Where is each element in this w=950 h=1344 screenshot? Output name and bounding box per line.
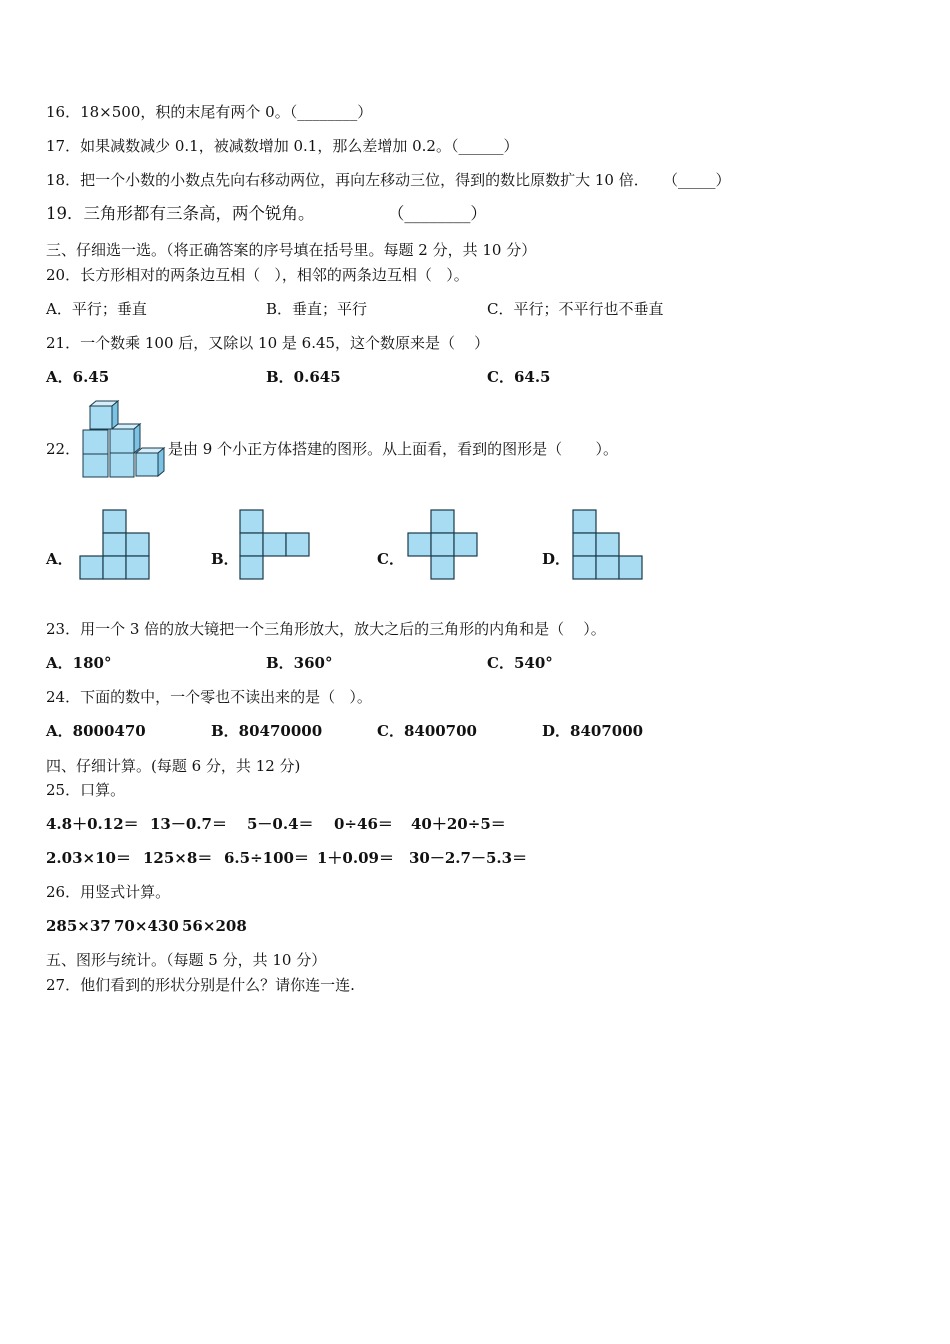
q24-option-d: D．8407000 bbox=[542, 722, 644, 740]
calc-item: 30－2.7－5.3＝ bbox=[409, 849, 528, 867]
q21-option-b: B．0.645 bbox=[266, 368, 341, 386]
section-4-heading: 四、仔细计算。(每题 6 分，共 12 分) bbox=[46, 757, 301, 775]
calc-item: 4.8＋0.12＝ bbox=[46, 815, 139, 833]
question-25: 25．口算。 bbox=[46, 781, 126, 799]
calc-item: 2.03×10＝ bbox=[46, 849, 131, 867]
q22-option-b: B． bbox=[211, 550, 239, 568]
vertical-calc-item: 70×430 bbox=[114, 917, 179, 935]
q24-option-c: C．8400700 bbox=[377, 722, 477, 740]
section-5-heading: 五、图形与统计。（每题 5 分，共 10 分） bbox=[46, 951, 327, 969]
q21-option-a: A．6.45 bbox=[46, 368, 110, 386]
calc-item: 1＋0.09＝ bbox=[317, 849, 394, 867]
q20-option-a: A．平行；垂直 bbox=[46, 300, 147, 318]
calc-item: 40＋20÷5＝ bbox=[411, 815, 506, 833]
question-27: 27．他们看到的形状分别是什么？请你连一连. bbox=[46, 976, 355, 994]
vertical-calc-item: 285×37 bbox=[46, 917, 111, 935]
q22-option-d-figure bbox=[573, 510, 643, 580]
question-21: 21．一个数乘 100 后，又除以 10 是 6.45，这个数原来是（ ） bbox=[46, 334, 490, 352]
q22-option-c-figure bbox=[408, 510, 478, 580]
q22-option-d: D． bbox=[542, 550, 571, 568]
calc-item: 125×8＝ bbox=[143, 849, 213, 867]
question-16: 16．18×500，积的末尾有两个 0。（________） bbox=[46, 103, 373, 121]
question-26: 26．用竖式计算。 bbox=[46, 883, 171, 901]
calc-item: 6.5÷100＝ bbox=[224, 849, 309, 867]
q23-option-a: A．180° bbox=[46, 654, 112, 672]
q21-option-c: C．64.5 bbox=[487, 368, 551, 386]
calc-item: 0÷46＝ bbox=[334, 815, 393, 833]
cube-stack-figure bbox=[80, 400, 170, 480]
q22-option-c: C． bbox=[377, 550, 404, 568]
q24-option-b: B．80470000 bbox=[211, 722, 323, 740]
calc-item: 5－0.4＝ bbox=[247, 815, 314, 833]
q22-option-b-figure bbox=[240, 510, 310, 580]
question-17: 17．如果减数减少 0.1，被减数增加 0.1，那么差增加 0.2。（______） bbox=[46, 137, 519, 155]
question-20: 20．长方形相对的两条边互相（ ），相邻的两条边互相（ ）。 bbox=[46, 266, 469, 284]
question-22-number: 22． bbox=[46, 440, 81, 458]
q24-option-a: A．8000470 bbox=[46, 722, 146, 740]
calc-item: 13－0.7＝ bbox=[150, 815, 227, 833]
section-3-heading: 三、仔细选一选。（将正确答案的序号填在括号里。每题 2 分，共 10 分） bbox=[46, 241, 537, 259]
q22-option-a-figure bbox=[80, 510, 150, 580]
q23-option-c: C．540° bbox=[487, 654, 553, 672]
question-19: 19．三角形都有三条高，两个锐角。 （________） bbox=[46, 204, 487, 223]
q23-option-b: B．360° bbox=[266, 654, 333, 672]
q20-option-c: C．平行；不平行也不垂直 bbox=[487, 300, 664, 318]
question-23: 23．用一个 3 倍的放大镜把一个三角形放大，放大之后的三角形的内角和是（ ）。 bbox=[46, 620, 606, 638]
vertical-calc-item: 56×208 bbox=[182, 917, 247, 935]
q22-option-a: A． bbox=[46, 550, 73, 568]
question-18: 18．把一个小数的小数点先向右移动两位，再向左移动三位，得到的数比原数扩大 10 倍． （_____） bbox=[46, 171, 731, 189]
question-22-text: 是由 9 个小正方体搭建的图形。从上面看，看到的图形是（ ）。 bbox=[168, 440, 618, 458]
q20-option-b: B．垂直；平行 bbox=[266, 300, 368, 318]
question-24: 24．下面的数中，一个零也不读出来的是（ ）。 bbox=[46, 688, 372, 706]
